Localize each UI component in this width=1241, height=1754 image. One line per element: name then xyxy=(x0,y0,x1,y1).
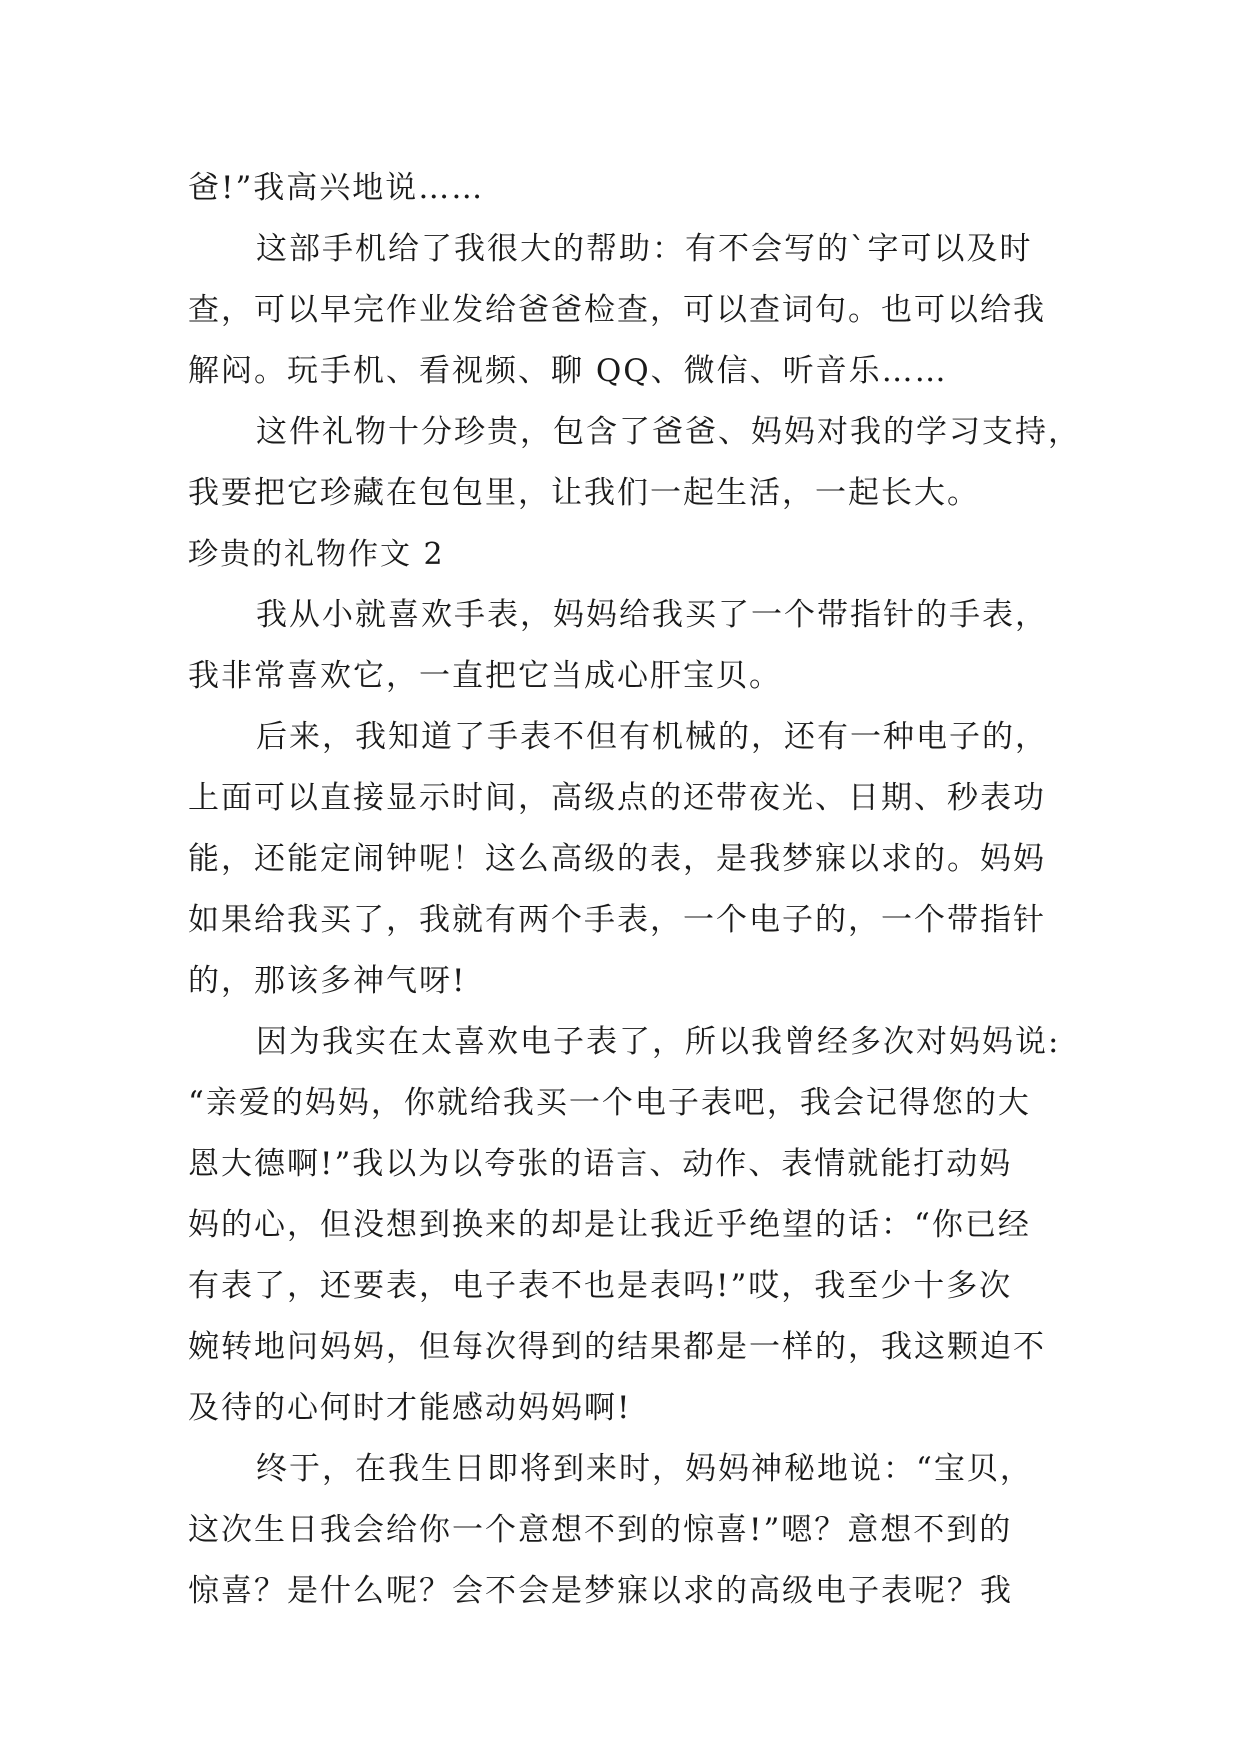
text-line: 恩大德啊!”我以为以夸张的语言、动作、表情就能打动妈 xyxy=(188,1146,1013,1182)
paragraph-start-line: 这部手机给了我很大的帮助：有不会写的`字可以及时 xyxy=(256,231,1033,267)
text-line: 如果给我买了，我就有两个手表，一个电子的，一个带指针 xyxy=(188,902,1046,938)
paragraph-start-line: 这件礼物十分珍贵，包含了爸爸、妈妈对我的学习支持， xyxy=(256,414,1081,450)
text-line: 婉转地问妈妈，但每次得到的结果都是一样的，我这颗迫不 xyxy=(188,1329,1046,1365)
section-heading: 珍贵的礼物作文 2 xyxy=(188,537,445,572)
text-line: 惊喜？是什么呢？会不会是梦寐以求的高级电子表呢？我 xyxy=(188,1573,1013,1609)
text-line: 这次生日我会给你一个意想不到的惊喜!”嗯？意想不到的 xyxy=(188,1512,1013,1548)
text-line: “亲爱的妈妈，你就给我买一个电子表吧，我会记得您的大 xyxy=(188,1085,1031,1121)
paragraph-start-line: 终于，在我生日即将到来时，妈妈神秘地说：“宝贝， xyxy=(256,1451,1033,1487)
text-line: 爸!”我高兴地说…… xyxy=(188,170,485,206)
text-line: 能，还能定闹钟呢！这么高级的表，是我梦寐以求的。妈妈 xyxy=(188,841,1046,877)
text-line: 的，那该多神气呀! xyxy=(188,963,467,999)
text-line: 查，可以早完作业发给爸爸检查，可以查词句。也可以给我 xyxy=(188,292,1046,328)
text-line: 我非常喜欢它，一直把它当成心肝宝贝。 xyxy=(188,658,782,694)
text-line: 解闷。玩手机、看视频、聊 QQ、微信、听音乐…… xyxy=(188,353,948,389)
paragraph-start-line: 后来，我知道了手表不但有机械的，还有一种电子的， xyxy=(256,719,1048,755)
paragraph-start-line: 因为我实在太喜欢电子表了，所以我曾经多次对妈妈说: xyxy=(256,1024,1061,1060)
text-line: 妈的心，但没想到换来的却是让我近乎绝望的话：“你已经 xyxy=(188,1207,1031,1243)
text-line: 及待的心何时才能感动妈妈啊! xyxy=(188,1390,632,1426)
text-line: 我要把它珍藏在包包里，让我们一起生活，一起长大。 xyxy=(188,475,980,511)
paragraph-start-line: 我从小就喜欢手表，妈妈给我买了一个带指针的手表， xyxy=(256,597,1048,633)
document-body xyxy=(188,158,1081,1622)
text-line: 有表了，还要表，电子表不也是表吗!”哎，我至少十多次 xyxy=(188,1268,1013,1304)
text-line: 上面可以直接显示时间，高级点的还带夜光、日期、秒表功 xyxy=(188,780,1046,816)
